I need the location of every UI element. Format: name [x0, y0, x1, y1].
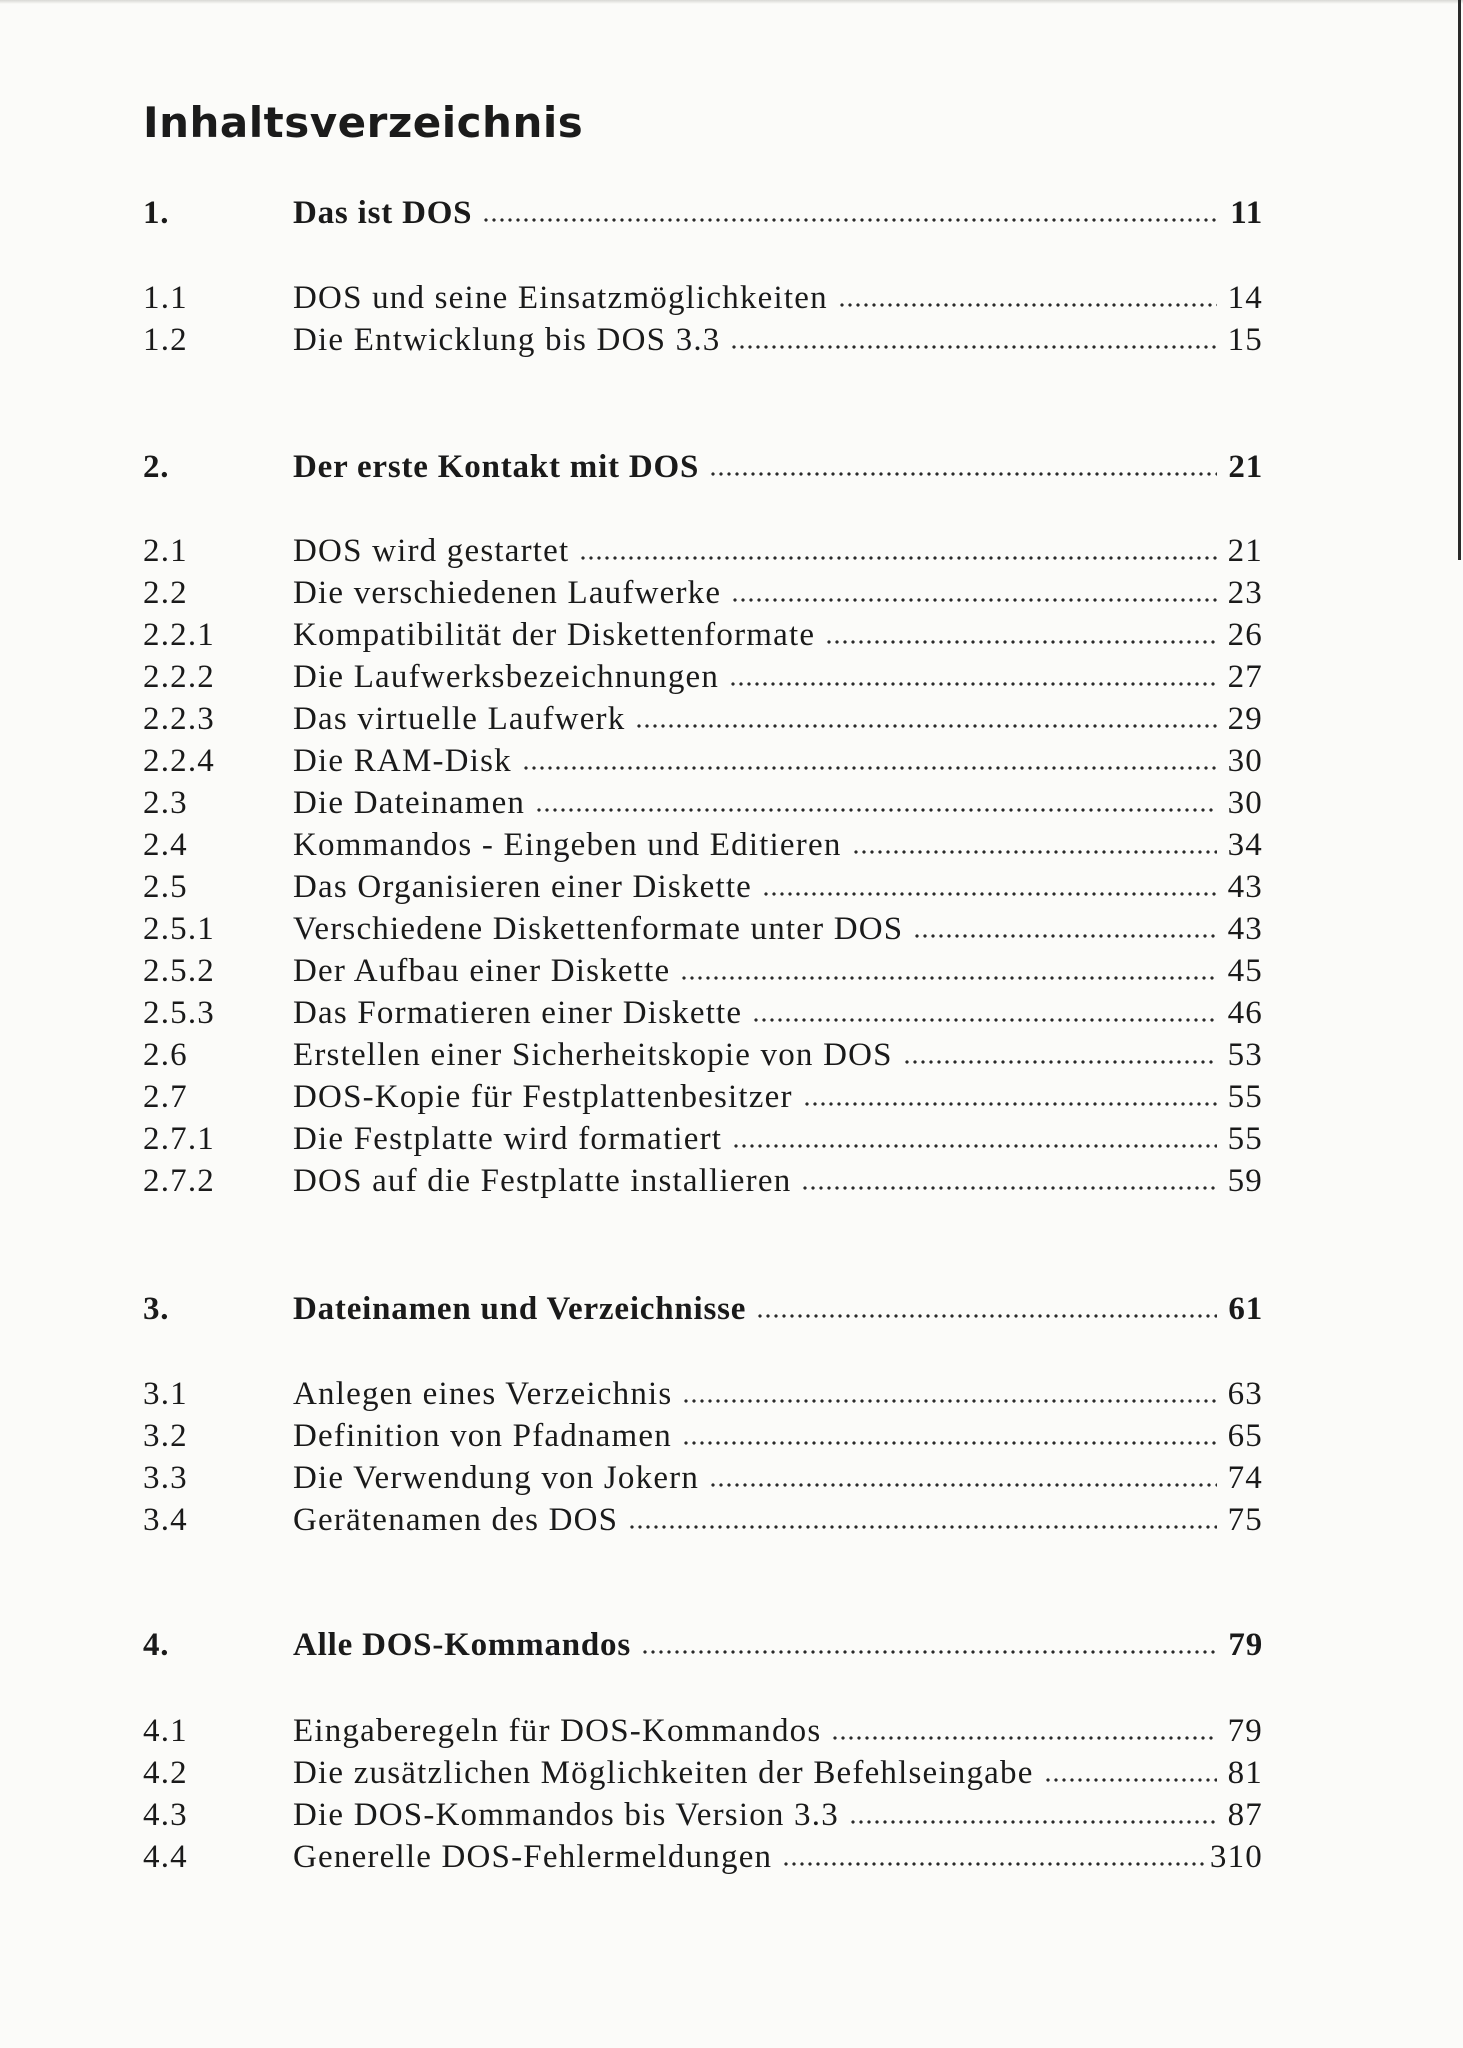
toc-entry-number: 3. — [143, 1291, 170, 1327]
toc-entry-title-group — [293, 824, 1223, 866]
toc-entry-title-group — [293, 908, 1223, 950]
toc-entry-page-number: 21 — [1227, 533, 1263, 569]
toc-entry-number: 1.1 — [143, 280, 188, 316]
toc-section-row — [143, 1499, 1263, 1541]
dot-leader — [628, 1525, 1217, 1529]
toc-entry-number: 4.3 — [143, 1797, 188, 1833]
toc-chapter-row — [143, 192, 1263, 234]
toc-chapter-row — [143, 446, 1263, 488]
toc-section-row — [143, 1457, 1263, 1499]
toc-entry-number: 2.7.1 — [143, 1121, 215, 1157]
toc-entry-page-number: 34 — [1227, 827, 1263, 863]
toc-entry-number: 3.2 — [143, 1418, 188, 1454]
toc-entry-title: Die DOS-Kommandos bis Version 3.3 — [293, 1797, 839, 1833]
toc-entry-title-group — [293, 1752, 1223, 1794]
toc-section-row — [143, 614, 1263, 656]
toc-entry-page-number: 87 — [1227, 1797, 1263, 1833]
toc-entry-title: Definition von Pfadnamen — [293, 1418, 672, 1454]
toc-entry-title-group — [293, 1457, 1223, 1499]
toc-entry-title-group — [293, 1076, 1223, 1118]
dot-leader — [782, 1862, 1204, 1866]
toc-section-row — [143, 1415, 1263, 1457]
toc-entry-page-number: 61 — [1228, 1291, 1263, 1327]
toc-entry-page-number: 81 — [1227, 1755, 1263, 1791]
dot-leader — [709, 472, 1217, 476]
dot-leader — [730, 345, 1217, 349]
toc-entry-number: 4.1 — [143, 1713, 188, 1749]
toc-entry-page-number: 310 — [1209, 1839, 1263, 1875]
dot-leader — [752, 1018, 1217, 1022]
toc-section-row — [143, 572, 1263, 614]
toc-section-row — [143, 1118, 1263, 1160]
toc-section-row — [143, 530, 1263, 572]
toc-entry-title: Der Aufbau einer Diskette — [293, 953, 671, 989]
toc-entry-title-group — [293, 992, 1223, 1034]
toc-entry-title: Anlegen eines Verzeichnis — [293, 1376, 673, 1412]
toc-entry-number: 4. — [143, 1627, 170, 1663]
toc-entry-page-number: 26 — [1227, 617, 1263, 653]
toc-entry-title: Der erste Kontakt mit DOS — [293, 449, 700, 485]
page-binding-edge — [1458, 0, 1461, 560]
toc-entry-page-number: 75 — [1227, 1502, 1263, 1538]
toc-entry-title: Erstellen einer Sicherheitskopie von DOS — [293, 1037, 893, 1073]
toc-entry-page-number: 23 — [1227, 575, 1263, 611]
toc-section-row — [143, 1710, 1263, 1752]
toc-entry-number: 2.2.4 — [143, 743, 215, 779]
toc-section-row — [143, 1794, 1263, 1836]
toc-entry-page-number: 55 — [1227, 1079, 1263, 1115]
toc-entry-page-number: 27 — [1227, 659, 1263, 695]
toc-chapter-row — [143, 1624, 1263, 1666]
dot-leader — [838, 303, 1217, 307]
toc-entry-title: Eingaberegeln für DOS-Kommandos — [293, 1713, 822, 1749]
dot-leader — [801, 1186, 1217, 1190]
toc-entry-number: 2.7 — [143, 1079, 188, 1115]
toc-entry-title: Die verschiedenen Laufwerke — [293, 575, 722, 611]
toc-entry-title-group — [293, 1794, 1223, 1836]
toc-section-row — [143, 656, 1263, 698]
toc-entry-number: 3.3 — [143, 1460, 188, 1496]
toc-section-row — [143, 1076, 1263, 1118]
toc-entry-number: 2.7.2 — [143, 1163, 215, 1199]
toc-entry-title-group — [293, 1288, 1223, 1330]
toc-entry-page-number: 79 — [1227, 1713, 1263, 1749]
toc-section-row — [143, 740, 1263, 782]
dot-leader — [732, 1144, 1217, 1148]
toc-entry-title-group — [293, 950, 1223, 992]
dot-leader — [682, 1399, 1217, 1403]
toc-entry-title: Dateinamen und Verzeichnisse — [293, 1291, 747, 1327]
toc-entry-number: 4.2 — [143, 1755, 188, 1791]
toc-entry-title: DOS-Kopie für Festplattenbesitzer — [293, 1079, 793, 1115]
toc-entry-page-number: 43 — [1227, 869, 1263, 905]
toc-entry-number: 2.5 — [143, 869, 188, 905]
toc-entry-title-group — [293, 1118, 1223, 1160]
toc-section-row — [143, 992, 1263, 1034]
toc-entry-page-number: 46 — [1227, 995, 1263, 1031]
toc-entry-title-group — [293, 614, 1223, 656]
toc-entry-page-number: 63 — [1227, 1376, 1263, 1412]
toc-entry-number: 2.5.2 — [143, 953, 215, 989]
toc-entry-page-number: 45 — [1227, 953, 1263, 989]
toc-entry-page-number: 11 — [1230, 195, 1263, 231]
toc-entry-number: 2.2.3 — [143, 701, 215, 737]
toc-entry-title-group — [293, 1499, 1223, 1541]
toc-entry-title-group — [293, 1034, 1223, 1076]
toc-entry-number: 2.6 — [143, 1037, 188, 1073]
toc-entry-title: Die Verwendung von Jokern — [293, 1460, 700, 1496]
toc-entry-title: Das virtuelle Laufwerk — [293, 701, 626, 737]
toc-entry-page-number: 55 — [1227, 1121, 1263, 1157]
toc-entry-title: Gerätenamen des DOS — [293, 1502, 619, 1538]
toc-entry-title: Kompatibilität der Diskettenformate — [293, 617, 816, 653]
toc-section-row — [143, 824, 1263, 866]
toc-entry-number: 2. — [143, 449, 170, 485]
toc-section-row — [143, 1160, 1263, 1202]
dot-leader — [682, 1441, 1217, 1445]
dot-leader — [803, 1102, 1217, 1106]
toc-entry-title-group — [293, 530, 1223, 572]
toc-entry-title-group — [293, 192, 1223, 234]
dot-leader — [579, 556, 1217, 560]
toc-entry-title-group — [293, 1373, 1223, 1415]
toc-entry-title-group — [293, 572, 1223, 614]
dot-leader — [522, 766, 1217, 770]
dot-leader — [731, 598, 1217, 602]
toc-entry-page-number: 53 — [1227, 1037, 1263, 1073]
dot-leader — [729, 682, 1217, 686]
toc-section-row — [143, 1034, 1263, 1076]
dot-leader — [1044, 1778, 1217, 1782]
toc-entry-title-group — [293, 1836, 1210, 1878]
toc-entry-number: 3.4 — [143, 1502, 188, 1538]
toc-entry-number: 2.2.2 — [143, 659, 215, 695]
toc-entry-title-group — [293, 698, 1223, 740]
toc-entry-page-number: 29 — [1227, 701, 1263, 737]
toc-entry-title: Verschiedene Diskettenformate unter DOS — [293, 911, 904, 947]
toc-entry-number: 4.4 — [143, 1839, 188, 1875]
dot-leader — [535, 808, 1217, 812]
toc-entry-number: 2.3 — [143, 785, 188, 821]
toc-entry-title: Die Laufwerksbezeichnungen — [293, 659, 720, 695]
dot-leader — [762, 892, 1217, 896]
toc-entry-number: 2.5.3 — [143, 995, 215, 1031]
toc-entry-title: DOS und seine Einsatzmöglichkeiten — [293, 280, 828, 316]
page-title: Inhaltsverzeichnis — [143, 98, 584, 147]
toc-entry-title: Die Dateinamen — [293, 785, 526, 821]
toc-entry-page-number: 30 — [1227, 743, 1263, 779]
toc-entry-number: 2.4 — [143, 827, 188, 863]
toc-section-row — [143, 1373, 1263, 1415]
toc-entry-title-group — [293, 277, 1223, 319]
dot-leader — [852, 850, 1217, 854]
toc-entry-page-number: 21 — [1228, 449, 1263, 485]
toc-entry-title-group — [293, 656, 1223, 698]
toc-entry-page-number: 15 — [1227, 322, 1263, 358]
toc-chapter-row — [143, 1288, 1263, 1330]
toc-entry-page-number: 30 — [1227, 785, 1263, 821]
toc-entry-page-number: 59 — [1227, 1163, 1263, 1199]
toc-section-row — [143, 277, 1263, 319]
toc-entry-page-number: 79 — [1228, 1627, 1263, 1663]
dot-leader — [635, 724, 1217, 728]
toc-entry-title-group — [293, 446, 1223, 488]
toc-entry-title-group — [293, 1415, 1223, 1457]
toc-section-row — [143, 319, 1263, 361]
dot-leader — [709, 1483, 1217, 1487]
toc-section-row — [143, 866, 1263, 908]
toc-section-row — [143, 782, 1263, 824]
dot-leader — [913, 934, 1217, 938]
toc-entry-number: 2.1 — [143, 533, 188, 569]
toc-section-row — [143, 1752, 1263, 1794]
dot-leader — [641, 1650, 1217, 1654]
toc-entry-title-group — [293, 782, 1223, 824]
toc-entry-title-group — [293, 319, 1223, 361]
toc-entry-number: 2.2 — [143, 575, 188, 611]
toc-section-row — [143, 698, 1263, 740]
toc-entry-title: Generelle DOS-Fehlermeldungen — [293, 1839, 773, 1875]
toc-entry-number: 1.2 — [143, 322, 188, 358]
toc-entry-title-group — [293, 866, 1223, 908]
dot-leader — [903, 1060, 1217, 1064]
toc-entry-title: Die Entwicklung bis DOS 3.3 — [293, 322, 721, 358]
toc-entry-title: Alle DOS-Kommandos — [293, 1627, 632, 1663]
toc-entry-title: Die zusätzlichen Möglichkeiten der Befehlseingabe — [293, 1755, 1034, 1791]
toc-entry-title: Das Formatieren einer Diskette — [293, 995, 743, 1031]
page-top-edge — [0, 0, 1463, 4]
toc-entry-title-group — [293, 740, 1223, 782]
toc-entry-page-number: 74 — [1227, 1460, 1263, 1496]
toc-entry-page-number: 43 — [1227, 911, 1263, 947]
dot-leader — [825, 640, 1217, 644]
toc-section-row — [143, 908, 1263, 950]
dot-leader — [849, 1820, 1217, 1824]
toc-entry-title: Das Organisieren einer Diskette — [293, 869, 753, 905]
toc-entry-number: 2.2.1 — [143, 617, 215, 653]
dot-leader — [831, 1736, 1217, 1740]
toc-entry-title: DOS wird gestartet — [293, 533, 570, 569]
toc-entry-page-number: 14 — [1227, 280, 1263, 316]
toc-entry-number: 2.5.1 — [143, 911, 215, 947]
toc-entry-page-number: 65 — [1227, 1418, 1263, 1454]
dot-leader — [680, 976, 1217, 980]
toc-entry-number: 1. — [143, 195, 170, 231]
toc-entry-title-group — [293, 1710, 1223, 1752]
toc-entry-title-group — [293, 1624, 1223, 1666]
toc-entry-number: 3.1 — [143, 1376, 188, 1412]
dot-leader — [756, 1314, 1217, 1318]
toc-entry-title: Die Festplatte wird formatiert — [293, 1121, 723, 1157]
toc-entry-title: DOS auf die Festplatte installieren — [293, 1163, 792, 1199]
dot-leader — [482, 218, 1217, 222]
toc-entry-title: Das ist DOS — [293, 195, 473, 231]
toc-section-row — [143, 950, 1263, 992]
toc-entry-title-group — [293, 1160, 1223, 1202]
toc-section-row — [143, 1836, 1263, 1878]
toc-entry-title: Kommandos - Eingeben und Editieren — [293, 827, 842, 863]
toc-entry-title: Die RAM-Disk — [293, 743, 512, 779]
